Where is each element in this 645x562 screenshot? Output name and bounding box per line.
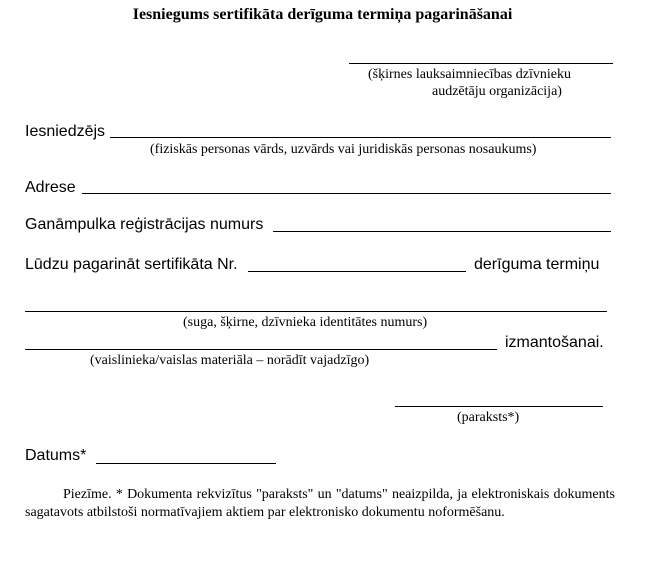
usage-label: izmantošanai.	[505, 334, 604, 351]
page-title: Iesniegums sertifikāta derīguma termiņa pagarināšanai	[132, 6, 513, 23]
date-label: Datums*	[25, 447, 87, 464]
animal-identity-field[interactable]	[25, 311, 607, 312]
herd-label: Ganāmpulka reģistrācijas numurs	[25, 216, 264, 233]
recipient-field[interactable]	[349, 63, 613, 64]
usage-caption: (vaislinieka/vaislas materiāla – norādīt vajadzīgo)	[90, 353, 370, 368]
applicant-field[interactable]	[110, 137, 611, 138]
signature-caption: (paraksts*)	[457, 410, 520, 425]
animal-identity-caption: (suga, šķirne, dzīvnieka identitātes numurs)	[183, 315, 428, 330]
request-label: Lūdzu pagarināt sertifikāta Nr.	[25, 256, 238, 273]
herd-registration-field[interactable]	[273, 231, 611, 232]
recipient-caption-2: audzētāju organizācija)	[432, 84, 562, 99]
request-label-end: derīguma termiņu	[474, 256, 600, 273]
address-label: Adrese	[25, 179, 76, 196]
usage-field[interactable]	[25, 349, 497, 350]
applicant-caption: (fiziskās personas vārds, uzvārds vai juridiskās personas nosaukums)	[150, 142, 537, 157]
recipient-caption-1: (šķirnes lauksaimniecības dzīvnieku	[368, 67, 571, 82]
applicant-label: Iesniedzējs	[25, 123, 106, 140]
signature-field[interactable]	[395, 406, 603, 407]
certificate-number-field[interactable]	[248, 271, 466, 272]
footnote: Piezīme. * Dokumenta rekvizītus "paraksts" un "datums" neaizpilda, ja elektroniskais dokuments sagatavots atbilstoši normatīvajiem aktiem par elektronisko dokumentu noformēšanu.	[25, 487, 615, 520]
address-field[interactable]	[82, 193, 611, 194]
date-field[interactable]	[96, 463, 276, 464]
